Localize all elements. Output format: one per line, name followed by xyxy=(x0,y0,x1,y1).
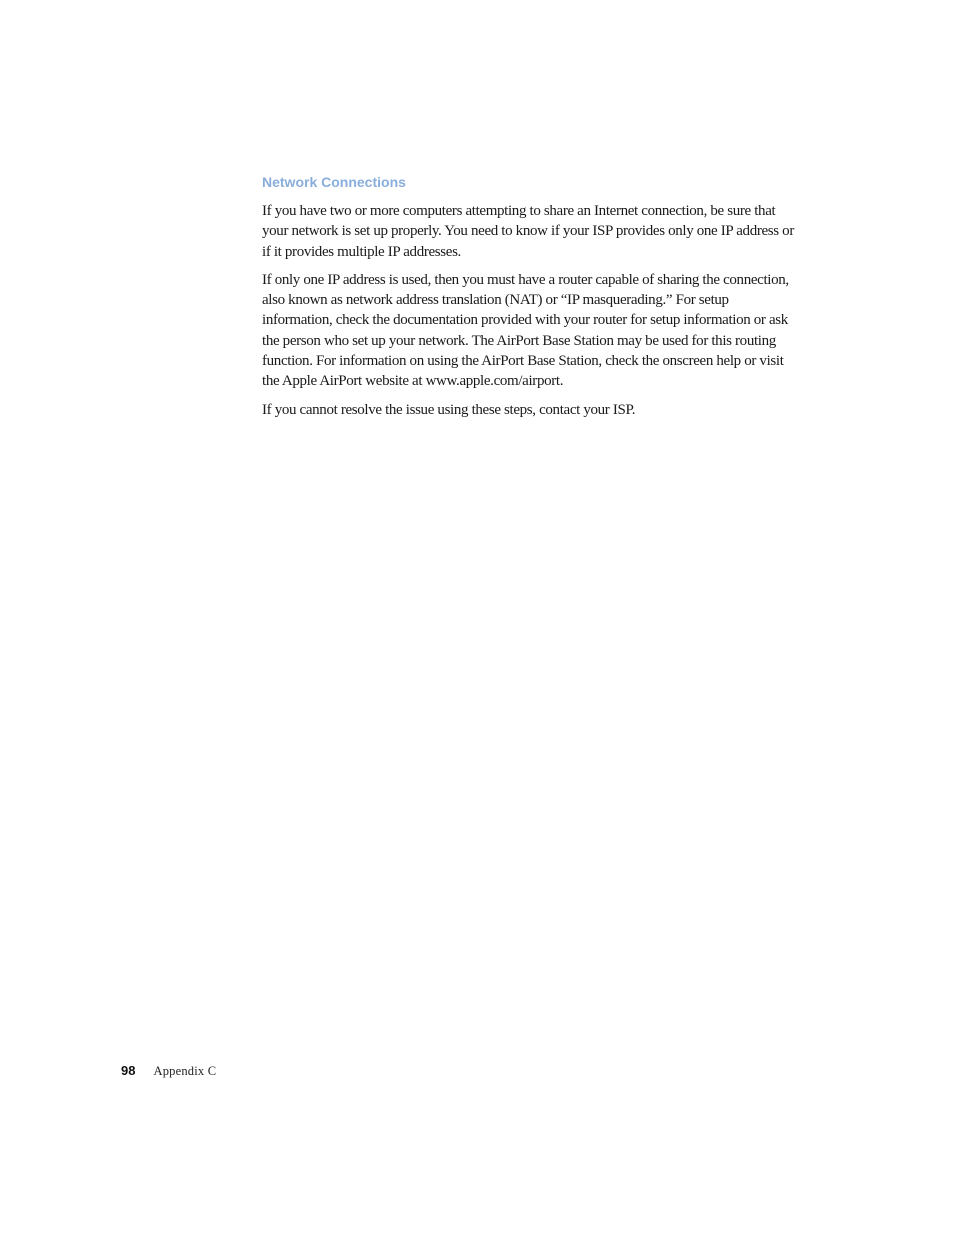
main-content xyxy=(262,173,802,428)
page-number: 98 xyxy=(121,1063,136,1078)
paragraph-contact-isp: If you cannot resolve the issue using these steps, contact your ISP. xyxy=(262,401,636,418)
chapter-label: Appendix C xyxy=(153,1064,217,1078)
section-heading: Network Connections xyxy=(262,174,406,190)
page-footer xyxy=(121,1063,216,1079)
paragraph-router-sharing: If only one IP address is used, then you must have a router capable of sharing the connection, also known as network address translation (NAT) or “IP masquerading.” For setup information, check the documentation provided with your router for setup information or ask the person who set up your network. The AirPort Base Station may be used for this routing function. For information on using the AirPort Base Station, check the onscreen help or visit the Apple AirPort website at www.apple.com/airport. xyxy=(262,271,789,390)
paragraph-network-setup: If you have two or more computers attempting to share an Internet connection, be sure that your network is set up properly. You need to know if your ISP provides only one IP address or if it provides multiple IP addresses. xyxy=(262,203,794,260)
